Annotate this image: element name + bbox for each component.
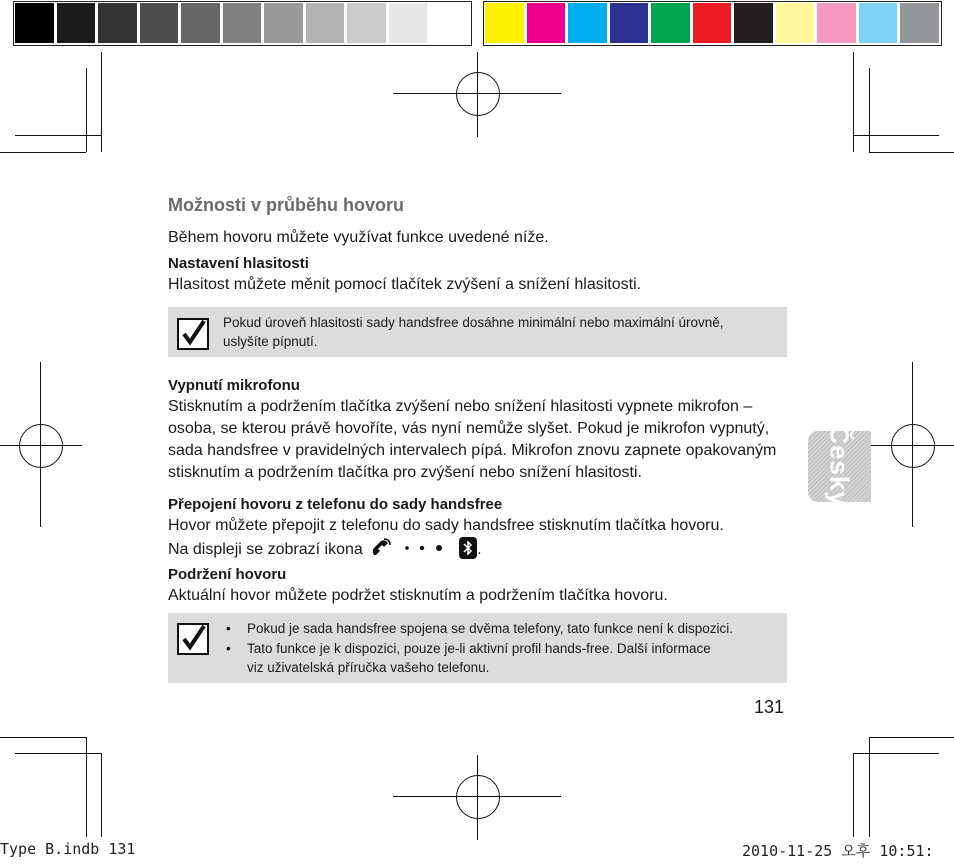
gray-swatch <box>140 3 179 43</box>
color-swatch <box>651 3 690 43</box>
note-bullet-2: • <box>226 641 231 656</box>
note-hold-item2-line2: viz uživatelská příručka vašeho telefonu. <box>247 660 490 675</box>
transfer-text-line2-end: . <box>477 541 482 558</box>
note-box-volume <box>168 307 787 357</box>
gray-swatch <box>306 3 345 43</box>
mute-text-line4: stisknutím a podržením tlačítka pro zvýšení nebo snížení hlasitosti. <box>168 464 642 481</box>
note-bullet-1: • <box>226 621 231 636</box>
color-swatch <box>527 3 566 43</box>
hold-text: Aktuální hovor můžete podržet stisknutím a podržením tlačítka hovoru. <box>168 587 668 604</box>
volume-title: Nastavení hlasitosti <box>168 255 309 272</box>
transfer-text-line2-start: Na displeji se zobrazí ikona <box>168 541 363 558</box>
color-swatch <box>734 3 773 43</box>
gray-swatch <box>430 3 469 43</box>
bluetooth-icon <box>459 537 477 566</box>
section-title: Možnosti v průběhu hovoru <box>168 195 404 215</box>
gray-swatch <box>223 3 262 43</box>
language-label: Česky <box>824 425 855 507</box>
note-volume-line1: Pokud úroveň hlasitosti sady handsfree dosáhne minimální nebo maximální úrovně, <box>223 315 724 330</box>
check-icon <box>177 318 209 350</box>
mute-title: Vypnutí mikrofonu <box>168 377 300 394</box>
color-swatch <box>776 3 815 43</box>
mute-text-line2: osoba, se kterou právě hovoříte, vás nyní nemůže slyšet. Pokud je mikrofon vypnutý, <box>168 420 770 437</box>
note-hold-item2-line1: Tato funkce je k dispozici, pouze je-li aktivní profil hands-free. Další informace <box>247 641 711 656</box>
section-intro: Během hovoru můžete využívat funkce uvedené níže. <box>168 229 549 246</box>
transfer-title: Přepojení hovoru z telefonu do sady handsfree <box>168 496 503 513</box>
mute-text-line3: sada handsfree v pravidelných intervalech pípá. Mikrofon znovu zapnete opakovaným <box>168 442 777 459</box>
color-swatch <box>859 3 898 43</box>
color-swatch <box>568 3 607 43</box>
footer-timestamp: 2010-11-25 오후 10:51: <box>742 842 934 860</box>
gray-swatch <box>264 3 303 43</box>
transfer-text-line1: Hovor můžete přepojit z telefonu do sady handsfree stisknutím tlačítka hovoru. <box>168 517 724 534</box>
note-volume-line2: uslyšíte pípnutí. <box>223 334 318 349</box>
hold-title: Podržení hovoru <box>168 566 287 583</box>
color-swatch <box>485 3 524 43</box>
phone-icon <box>370 537 392 566</box>
gray-swatch <box>347 3 386 43</box>
gray-swatch <box>15 3 54 43</box>
mute-text-line1: Stisknutím a podržením tlačítka zvýšení nebo snížení hlasitosti vypnete mikrofon – <box>168 398 753 415</box>
check-icon <box>177 623 209 655</box>
color-swatch <box>817 3 856 43</box>
volume-text: Hlasitost můžete měnit pomocí tlačítek zvýšení a snížení hlasitosti. <box>168 276 642 293</box>
page-number: 131 <box>754 697 785 717</box>
note-hold-item1: Pokud je sada handsfree spojena se dvěma telefony, tato funkce není k dispozici. <box>247 621 734 636</box>
gray-swatch <box>57 3 96 43</box>
gray-swatch <box>181 3 220 43</box>
gray-swatch <box>98 3 137 43</box>
color-swatch <box>900 3 939 43</box>
color-swatch <box>610 3 649 43</box>
transfer-dots-icon <box>403 537 449 559</box>
note-box-hold <box>168 613 787 683</box>
transfer-text-line2 <box>168 537 482 566</box>
color-swatch <box>693 3 732 43</box>
gray-swatch <box>389 3 428 43</box>
footer-file-info: Type B.indb 131 <box>0 840 136 858</box>
